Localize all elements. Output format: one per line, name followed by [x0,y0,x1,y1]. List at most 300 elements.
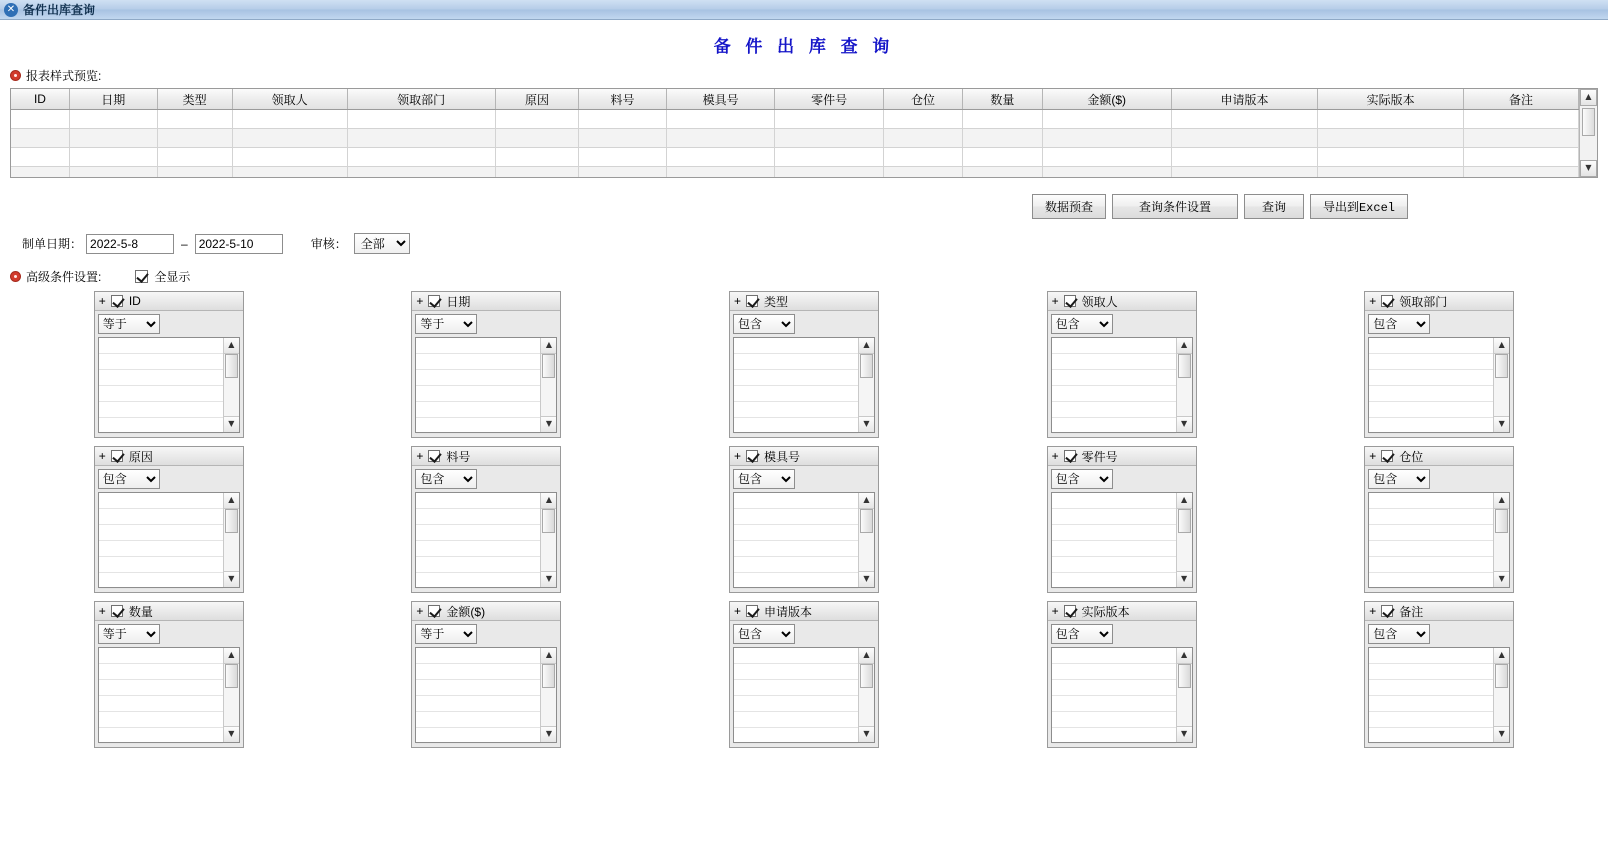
value-listbox[interactable] [733,492,875,588]
list-item[interactable] [1369,370,1493,386]
panel-enable-checkbox[interactable] [746,295,758,307]
scroll-down-icon[interactable]: ▼ [541,416,556,432]
value-listbox[interactable] [415,647,557,743]
panel-enable-checkbox[interactable] [1064,450,1076,462]
list-item[interactable] [416,696,540,712]
list-item[interactable] [416,370,540,386]
list-item[interactable] [734,680,858,696]
panel-enable-checkbox[interactable] [111,295,123,307]
scroll-down-icon[interactable]: ▼ [1494,416,1509,432]
list-item[interactable] [99,664,223,680]
scrollbar-track[interactable] [541,664,556,726]
operator-select[interactable] [733,314,795,334]
scrollbar-track[interactable] [1177,354,1192,416]
condition-panel-type[interactable] [729,291,879,438]
panel-header[interactable] [1365,292,1513,311]
list-item[interactable] [416,509,540,525]
review-select[interactable] [354,233,410,254]
scrollbar-thumb[interactable] [1495,354,1508,378]
listbox-rows[interactable] [416,648,540,742]
scroll-up-icon[interactable]: ▲ [1494,648,1509,664]
scroll-down-icon[interactable]: ▼ [1580,160,1597,177]
listbox-scrollbar[interactable] [1176,493,1192,587]
value-listbox[interactable] [415,492,557,588]
date-from-input[interactable] [86,234,174,254]
query-settings-button[interactable]: 查询条件设置 [1112,194,1238,219]
scroll-down-icon[interactable]: ▼ [859,571,874,587]
list-item[interactable] [416,557,540,573]
list-item[interactable] [99,557,223,573]
list-item[interactable] [734,664,858,680]
list-item[interactable] [416,728,540,744]
operator-select[interactable] [1051,624,1113,644]
scrollbar-thumb[interactable] [1178,354,1191,378]
list-item[interactable] [1369,354,1493,370]
scrollbar-thumb[interactable] [542,354,555,378]
list-item[interactable] [734,354,858,370]
listbox-scrollbar[interactable] [540,648,556,742]
list-item[interactable] [1052,386,1176,402]
operator-select[interactable] [733,469,795,489]
list-item[interactable] [1052,728,1176,744]
list-item[interactable] [1369,664,1493,680]
value-listbox[interactable] [733,647,875,743]
value-listbox[interactable] [1368,337,1510,433]
list-item[interactable] [99,728,223,744]
column-header[interactable]: 零件号 [775,89,884,110]
list-item[interactable] [99,402,223,418]
expand-plus-icon[interactable]: + [733,294,741,308]
operator-select[interactable] [1051,314,1113,334]
list-item[interactable] [1369,648,1493,664]
list-item[interactable] [99,418,223,434]
value-listbox[interactable] [1368,492,1510,588]
value-listbox[interactable] [1051,647,1193,743]
panel-header[interactable] [412,602,560,621]
column-header[interactable]: 原因 [495,89,578,110]
panel-enable-checkbox[interactable] [111,605,123,617]
listbox-rows[interactable] [416,338,540,432]
list-item[interactable] [416,573,540,589]
column-header[interactable]: 料号 [579,89,667,110]
list-item[interactable] [416,712,540,728]
list-item[interactable] [416,338,540,354]
table-row[interactable] [11,129,1579,148]
column-header[interactable]: 申请版本 [1171,89,1317,110]
expand-plus-icon[interactable]: + [416,449,424,463]
scrollbar-track[interactable] [859,664,874,726]
show-all-checkbox[interactable] [135,270,148,283]
listbox-scrollbar[interactable] [1176,338,1192,432]
list-item[interactable] [734,696,858,712]
scrollbar-thumb[interactable] [225,509,238,533]
listbox-scrollbar[interactable] [858,338,874,432]
scroll-down-icon[interactable]: ▼ [224,571,239,587]
panel-header[interactable] [412,292,560,311]
list-item[interactable] [99,370,223,386]
operator-select[interactable] [98,314,160,334]
list-item[interactable] [416,648,540,664]
scrollbar-thumb[interactable] [860,509,873,533]
panel-header[interactable] [412,447,560,466]
scrollbar-track[interactable] [859,509,874,571]
list-item[interactable] [1369,386,1493,402]
panel-enable-checkbox[interactable] [428,450,440,462]
table-row[interactable] [11,167,1579,178]
expand-plus-icon[interactable]: + [733,604,741,618]
list-item[interactable] [734,712,858,728]
operator-select[interactable] [1368,469,1430,489]
column-header[interactable]: 领取部门 [347,89,495,110]
value-listbox[interactable] [98,647,240,743]
panel-enable-checkbox[interactable] [746,450,758,462]
list-item[interactable] [734,728,858,744]
list-item[interactable] [734,509,858,525]
listbox-rows[interactable] [1052,648,1176,742]
list-item[interactable] [99,541,223,557]
table-vertical-scrollbar[interactable] [1579,89,1597,177]
scrollbar-track[interactable] [1177,509,1192,571]
listbox-rows[interactable] [1369,493,1493,587]
list-item[interactable] [1369,728,1493,744]
condition-panel-amount[interactable] [411,601,561,748]
operator-select[interactable] [733,624,795,644]
list-item[interactable] [416,402,540,418]
list-item[interactable] [99,338,223,354]
list-item[interactable] [1369,696,1493,712]
scroll-up-icon[interactable]: ▲ [224,338,239,354]
scroll-down-icon[interactable]: ▼ [859,416,874,432]
list-item[interactable] [1052,541,1176,557]
expand-plus-icon[interactable]: + [1051,604,1059,618]
listbox-scrollbar[interactable] [540,338,556,432]
close-circle-icon[interactable]: ✕ [4,3,18,17]
condition-panel-reason[interactable] [94,446,244,593]
query-button[interactable]: 查询 [1244,194,1304,219]
scroll-up-icon[interactable]: ▲ [859,648,874,664]
list-item[interactable] [1052,696,1176,712]
scroll-up-icon[interactable]: ▲ [1177,648,1192,664]
list-item[interactable] [416,541,540,557]
list-item[interactable] [416,525,540,541]
listbox-rows[interactable] [99,338,223,432]
operator-select[interactable] [1051,469,1113,489]
scrollbar-track[interactable] [541,354,556,416]
listbox-rows[interactable] [99,648,223,742]
list-item[interactable] [99,493,223,509]
scroll-up-icon[interactable]: ▲ [859,338,874,354]
scrollbar-thumb[interactable] [1582,108,1595,136]
expand-plus-icon[interactable]: + [416,604,424,618]
value-listbox[interactable] [415,337,557,433]
list-item[interactable] [734,386,858,402]
panel-header[interactable] [95,292,243,311]
listbox-scrollbar[interactable] [1493,493,1509,587]
expand-plus-icon[interactable]: + [1369,294,1377,308]
list-item[interactable] [99,509,223,525]
panel-header[interactable] [95,602,243,621]
column-header[interactable]: 备注 [1464,89,1579,110]
list-item[interactable] [416,493,540,509]
list-item[interactable] [734,541,858,557]
column-header[interactable]: 模具号 [666,89,775,110]
scroll-down-icon[interactable]: ▼ [1177,726,1192,742]
scrollbar-track[interactable] [1494,664,1509,726]
scrollbar-track[interactable] [541,509,556,571]
listbox-scrollbar[interactable] [1493,648,1509,742]
operator-select[interactable] [98,624,160,644]
list-item[interactable] [1052,557,1176,573]
list-item[interactable] [1369,525,1493,541]
column-header[interactable]: ID [11,89,69,110]
list-item[interactable] [1369,573,1493,589]
list-item[interactable] [99,386,223,402]
panel-enable-checkbox[interactable] [1064,605,1076,617]
scroll-up-icon[interactable]: ▲ [1494,493,1509,509]
scroll-up-icon[interactable]: ▲ [1494,338,1509,354]
table-row[interactable] [11,148,1579,167]
panel-enable-checkbox[interactable] [746,605,758,617]
panel-header[interactable] [1365,602,1513,621]
panel-header[interactable] [1048,292,1196,311]
expand-plus-icon[interactable]: + [1369,449,1377,463]
operator-select[interactable] [1368,624,1430,644]
panel-header[interactable] [1048,447,1196,466]
list-item[interactable] [734,370,858,386]
condition-panel-date[interactable] [411,291,561,438]
expand-plus-icon[interactable]: + [733,449,741,463]
listbox-rows[interactable] [1369,338,1493,432]
list-item[interactable] [1369,680,1493,696]
panel-header[interactable] [730,447,878,466]
panel-enable-checkbox[interactable] [428,295,440,307]
list-item[interactable] [1052,712,1176,728]
panel-enable-checkbox[interactable] [1381,450,1393,462]
scroll-down-icon[interactable]: ▼ [1494,726,1509,742]
list-item[interactable] [416,680,540,696]
list-item[interactable] [416,354,540,370]
list-item[interactable] [734,493,858,509]
scrollbar-thumb[interactable] [860,354,873,378]
scroll-down-icon[interactable]: ▼ [1177,416,1192,432]
scrollbar-track[interactable] [859,354,874,416]
listbox-scrollbar[interactable] [540,493,556,587]
scrollbar-thumb[interactable] [1178,509,1191,533]
list-item[interactable] [734,418,858,434]
column-header[interactable]: 仓位 [883,89,962,110]
listbox-scrollbar[interactable] [858,648,874,742]
scroll-down-icon[interactable]: ▼ [541,571,556,587]
list-item[interactable] [1369,338,1493,354]
column-header[interactable]: 日期 [69,89,157,110]
scrollbar-track[interactable] [1494,354,1509,416]
panel-header[interactable] [95,447,243,466]
expand-plus-icon[interactable]: + [416,294,424,308]
list-item[interactable] [1369,418,1493,434]
list-item[interactable] [1369,509,1493,525]
value-listbox[interactable] [1051,337,1193,433]
list-item[interactable] [1369,712,1493,728]
column-header[interactable]: 领取人 [232,89,347,110]
scroll-up-icon[interactable]: ▲ [859,493,874,509]
listbox-scrollbar[interactable] [223,493,239,587]
expand-plus-icon[interactable]: + [98,604,106,618]
scroll-down-icon[interactable]: ▼ [1177,571,1192,587]
condition-panel-actual-version[interactable] [1047,601,1197,748]
listbox-scrollbar[interactable] [1493,338,1509,432]
list-item[interactable] [734,402,858,418]
scroll-up-icon[interactable]: ▲ [1177,493,1192,509]
list-item[interactable] [99,525,223,541]
scrollbar-thumb[interactable] [225,354,238,378]
condition-panel-receiver[interactable] [1047,291,1197,438]
value-listbox[interactable] [98,337,240,433]
list-item[interactable] [1052,370,1176,386]
list-item[interactable] [416,386,540,402]
expand-plus-icon[interactable]: + [1369,604,1377,618]
listbox-rows[interactable] [416,493,540,587]
list-item[interactable] [1052,573,1176,589]
list-item[interactable] [416,418,540,434]
expand-plus-icon[interactable]: + [98,449,106,463]
listbox-rows[interactable] [1369,648,1493,742]
condition-panel-department[interactable] [1364,291,1514,438]
value-listbox[interactable] [1368,647,1510,743]
operator-select[interactable] [415,314,477,334]
panel-enable-checkbox[interactable] [111,450,123,462]
condition-panel-mold-no[interactable] [729,446,879,593]
expand-plus-icon[interactable]: + [1051,449,1059,463]
scrollbar-track[interactable] [224,354,239,416]
list-item[interactable] [1052,648,1176,664]
list-item[interactable] [1052,509,1176,525]
panel-enable-checkbox[interactable] [1381,295,1393,307]
date-to-input[interactable] [195,234,283,254]
condition-panel-material-no[interactable] [411,446,561,593]
condition-panel-part-no[interactable] [1047,446,1197,593]
condition-panel-remark[interactable] [1364,601,1514,748]
column-header[interactable]: 金额($) [1042,89,1171,110]
list-item[interactable] [1052,354,1176,370]
list-item[interactable] [1369,541,1493,557]
list-item[interactable] [1052,525,1176,541]
listbox-scrollbar[interactable] [858,493,874,587]
listbox-scrollbar[interactable] [1176,648,1192,742]
condition-panel-quantity[interactable] [94,601,244,748]
panel-header[interactable] [730,292,878,311]
value-listbox[interactable] [1051,492,1193,588]
condition-panel-requested-version[interactable] [729,601,879,748]
table-row[interactable] [11,110,1579,129]
expand-plus-icon[interactable]: + [98,294,106,308]
show-all-checkbox-wrap[interactable] [135,268,190,285]
scrollbar-thumb[interactable] [542,509,555,533]
condition-panel-location[interactable] [1364,446,1514,593]
list-item[interactable] [1369,402,1493,418]
scrollbar-track[interactable] [1177,664,1192,726]
value-listbox[interactable] [98,492,240,588]
listbox-rows[interactable] [1052,338,1176,432]
operator-select[interactable] [415,469,477,489]
list-item[interactable] [99,573,223,589]
expand-plus-icon[interactable]: + [1051,294,1059,308]
scrollbar-thumb[interactable] [1178,664,1191,688]
listbox-rows[interactable] [734,338,858,432]
column-header[interactable]: 实际版本 [1318,89,1464,110]
panel-header[interactable] [1365,447,1513,466]
operator-select[interactable] [98,469,160,489]
list-item[interactable] [99,696,223,712]
scroll-down-icon[interactable]: ▼ [224,726,239,742]
scrollbar-thumb[interactable] [1495,509,1508,533]
scroll-up-icon[interactable]: ▲ [224,493,239,509]
list-item[interactable] [1052,338,1176,354]
operator-select[interactable] [1368,314,1430,334]
panel-enable-checkbox[interactable] [1381,605,1393,617]
scroll-down-icon[interactable]: ▼ [1494,571,1509,587]
value-listbox[interactable] [733,337,875,433]
list-item[interactable] [734,648,858,664]
list-item[interactable] [1369,557,1493,573]
list-item[interactable] [734,573,858,589]
scrollbar-track[interactable] [1580,106,1597,160]
operator-select[interactable] [415,624,477,644]
column-header[interactable]: 数量 [963,89,1042,110]
panel-header[interactable] [1048,602,1196,621]
list-item[interactable] [734,338,858,354]
list-item[interactable] [99,680,223,696]
scroll-down-icon[interactable]: ▼ [541,726,556,742]
scroll-up-icon[interactable]: ▲ [224,648,239,664]
list-item[interactable] [1052,418,1176,434]
panel-enable-checkbox[interactable] [428,605,440,617]
data-preview-button[interactable]: 数据预查 [1032,194,1106,219]
scrollbar-thumb[interactable] [542,664,555,688]
scroll-down-icon[interactable]: ▼ [859,726,874,742]
listbox-scrollbar[interactable] [223,338,239,432]
list-item[interactable] [734,525,858,541]
scroll-up-icon[interactable]: ▲ [541,493,556,509]
list-item[interactable] [1369,493,1493,509]
list-item[interactable] [99,354,223,370]
scrollbar-track[interactable] [224,509,239,571]
scroll-up-icon[interactable]: ▲ [541,648,556,664]
list-item[interactable] [1052,680,1176,696]
list-item[interactable] [734,557,858,573]
scrollbar-thumb[interactable] [1495,664,1508,688]
list-item[interactable] [99,648,223,664]
scrollbar-thumb[interactable] [225,664,238,688]
listbox-rows[interactable] [734,648,858,742]
panel-header[interactable] [730,602,878,621]
list-item[interactable] [1052,493,1176,509]
scroll-down-icon[interactable]: ▼ [224,416,239,432]
list-item[interactable] [1052,402,1176,418]
condition-panel-id[interactable] [94,291,244,438]
scroll-up-icon[interactable]: ▲ [1177,338,1192,354]
listbox-rows[interactable] [99,493,223,587]
list-item[interactable] [416,664,540,680]
scroll-up-icon[interactable]: ▲ [541,338,556,354]
listbox-rows[interactable] [734,493,858,587]
export-excel-button[interactable]: 导出到Excel [1310,194,1408,219]
scrollbar-track[interactable] [1494,509,1509,571]
scroll-up-icon[interactable]: ▲ [1580,89,1597,106]
panel-enable-checkbox[interactable] [1064,295,1076,307]
list-item[interactable] [1052,664,1176,680]
column-header[interactable]: 类型 [157,89,232,110]
listbox-scrollbar[interactable] [223,648,239,742]
